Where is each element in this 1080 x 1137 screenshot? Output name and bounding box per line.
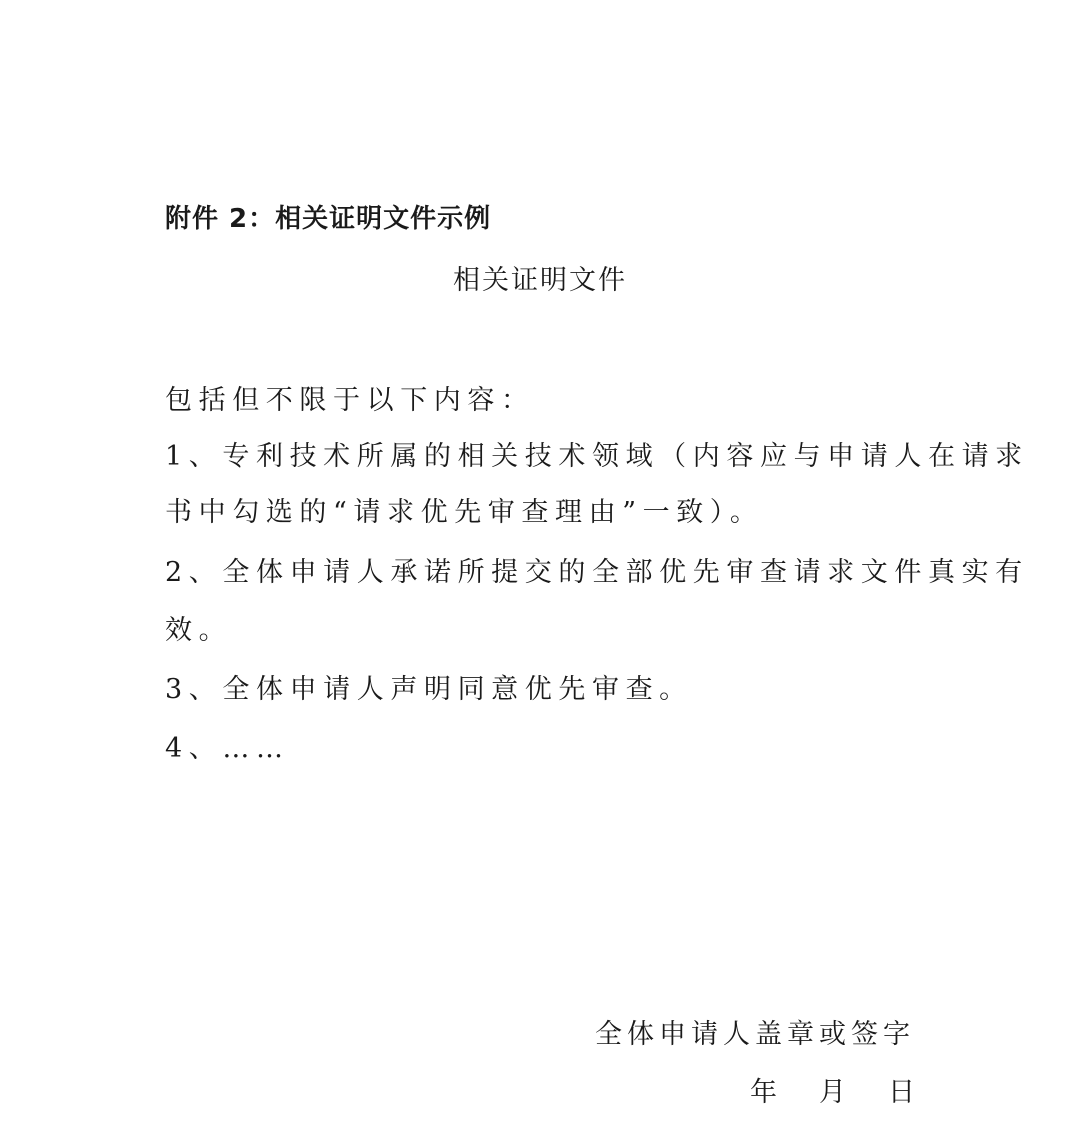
date-day-label: 日 (888, 1077, 915, 1108)
intro-text: 包括但不限于以下内容： (165, 385, 535, 416)
item-4-line-1: 4、…… (165, 733, 290, 764)
date-month-label: 月 (819, 1077, 846, 1108)
item-2-line-1: 2、全体申请人承诺所提交的全部优先审查请求文件真实有 (165, 557, 1029, 588)
item-1-line-2: 书中勾选的“请求优先审查理由”一致）。 (165, 497, 764, 528)
document-title: 相关证明文件 (453, 265, 627, 296)
item-2-line-2: 效。 (165, 615, 233, 646)
item-1-line-1: 1、专利技术所属的相关技术领域（内容应与申请人在请求 (165, 441, 1029, 472)
attachment-heading: 附件 2：相关证明文件示例 (165, 204, 492, 234)
date-year-label: 年 (750, 1077, 777, 1108)
signature-label: 全体申请人盖章或签字 (595, 1019, 915, 1050)
item-3-line-1: 3、全体申请人声明同意优先审查。 (165, 674, 693, 705)
date-line (750, 1070, 915, 1109)
